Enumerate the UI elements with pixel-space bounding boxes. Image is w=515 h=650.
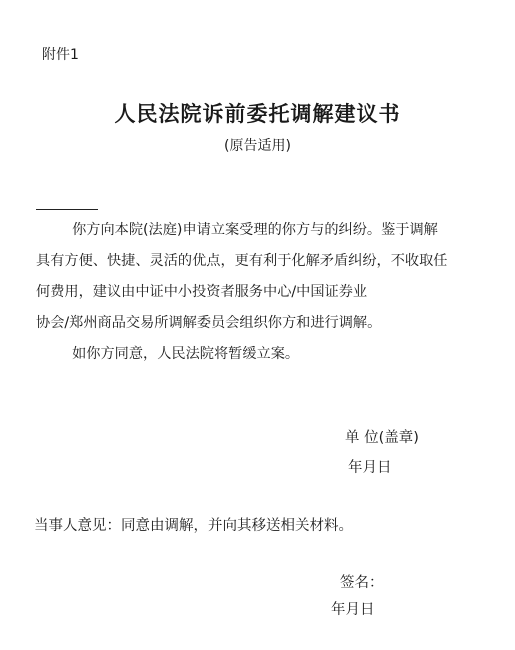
document-subtitle: (原告适用) xyxy=(224,138,291,154)
signature-label: 签名： xyxy=(340,575,384,591)
body-line-4: 协会/郑州商品交易所调解委员会组织你方和进行调解。 xyxy=(36,315,382,331)
addressee-blank-line xyxy=(36,209,98,210)
court-date: 年月日 xyxy=(348,460,392,476)
body-line-2: 具有方便、快捷、灵活的优点，更有利于化解矛盾纠纷，不收取任 xyxy=(36,253,448,269)
body-line-3: 何费用，建议由中证中小投资者服务中心/中国证券业 xyxy=(36,284,368,300)
party-date: 年月日 xyxy=(331,602,375,618)
attachment-label: 附件1 xyxy=(42,47,79,63)
body-line-1: 你方向本院(法庭)申请立案受理的你方与的纠纷。鉴于调解 xyxy=(36,222,438,238)
unit-seal-label: 单 位(盖章) xyxy=(345,430,419,446)
document-title: 人民法院诉前委托调解建议书 xyxy=(114,101,401,126)
party-opinion: 当事人意见：同意由调解，并向其移送相关材料。 xyxy=(34,518,353,534)
body-line-5: 如你方同意，人民法院将暂缓立案。 xyxy=(36,346,300,362)
